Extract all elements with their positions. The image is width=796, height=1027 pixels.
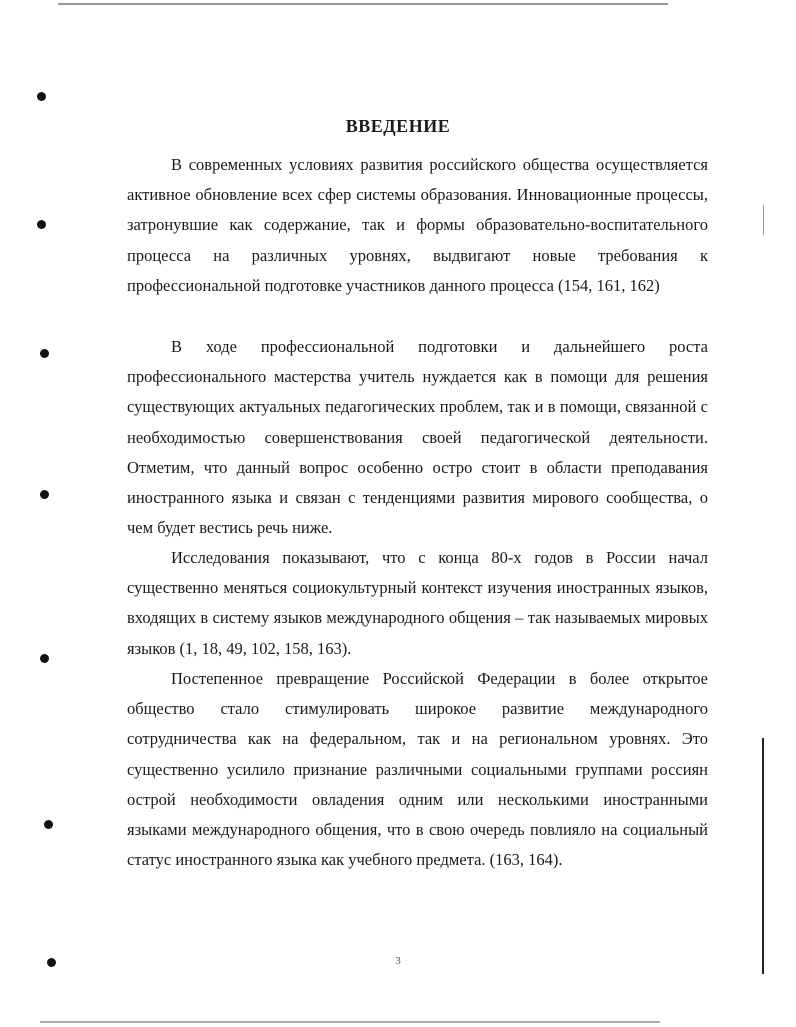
- binder-hole-mark: [37, 92, 46, 101]
- page-title: ВВЕДЕНИЕ: [345, 116, 451, 136]
- scan-margin-tick: [763, 205, 764, 235]
- binder-hole-mark: [40, 654, 49, 663]
- paragraph-2: В ходе профессиональной подготовки и дальнейшего роста профессионального мастерства учитель нуждается как в помощи для решения существующих актуальных педагогических проблем, так и в помощи, связанной с необходимостью совершенствования своей педагогической деятельности. Отметим, что данный вопрос особенно остро стоит в области преподавания иностранного языка и связан с тенденциями развития мирового сообщества, о чем будет вестись речь ниже.: [127, 337, 708, 538]
- binder-hole-mark: [40, 490, 49, 499]
- scan-edge-top: [58, 3, 668, 5]
- scan-edge-bottom: [40, 1021, 660, 1023]
- binder-hole-mark: [40, 349, 49, 358]
- paragraph-4: Постепенное превращение Российской Федерации в более открытое общество стало стимулировать широкое развитие международного сотрудничества как на федеральном, так и на региональном уровнях. Это существенно усилило признание различными социальными группами россиян острой необходимости овладения одним или несколькими иностранными языками международного общения, что в свою очередь повлияло на социальный статус иностранного языка как учебного предмета. (163, 164).: [127, 669, 708, 870]
- binder-hole-mark: [37, 220, 46, 229]
- paragraph-1: В современных условиях развития российского общества осуществляется активное обновление всех сфер системы образования. Инновационные процессы, затронувшие как содержание, так и формы образовательно-воспитательного процесса на различных уровнях, выдвигают новые требования к профессиональной подготовке участников данного процесса (154, 161, 162): [127, 155, 708, 295]
- binder-hole-mark: [44, 820, 53, 829]
- paragraph-3: Исследования показывают, что с конца 80-х годов в России начал существенно меняться социокультурный контекст изучения иностранных языков, входящих в систему языков международного общения – так называемых мировых языков (1, 18, 49, 102, 158, 163).: [127, 548, 708, 658]
- scan-margin-rule: [762, 738, 764, 974]
- page-number: 3: [395, 955, 401, 967]
